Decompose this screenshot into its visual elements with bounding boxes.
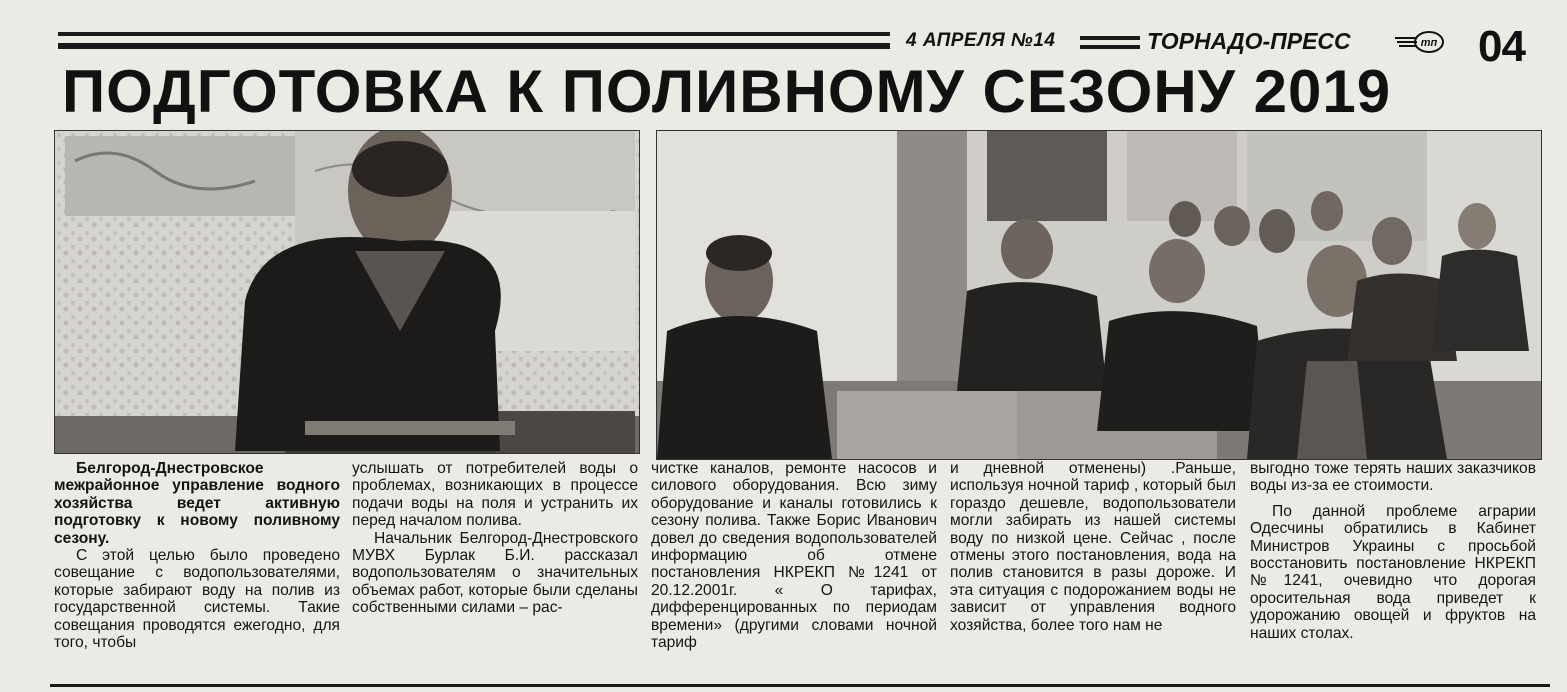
photo-speaker-image — [55, 131, 639, 453]
article-column-3 — [651, 460, 937, 688]
masthead-rule-bottom — [58, 43, 890, 49]
photo-audience-image — [657, 131, 1541, 459]
page-number: 04 — [1478, 22, 1525, 71]
newspaper-brand: ТОРНАДО-ПРЕСС — [1143, 28, 1355, 55]
issue-date: 4 АПРЕЛЯ №14 — [900, 30, 1061, 52]
article-lead: Белгород-Днестровское межрайонное управление водного хозяйства ведет активную подготовку к новому поливному сезону. — [54, 460, 340, 547]
article-column-5 — [1250, 460, 1536, 688]
article-paragraph: По данной проблеме аграрии Одесчины обратились в Кабинет Министров Украины с просьбой восстановить постановление НКРЕКП №1241, очевидно что дорогая оросительная вода приведет к удорожанию овощей и фруктов на наших столах. — [1250, 502, 1536, 642]
page-bottom-rule — [50, 684, 1550, 687]
article-column-2 — [352, 460, 638, 688]
article-paragraph: и дневной отменены) .Раньше, используя ночной тариф , который был гораздо дешевле, водопользователи могли забирать из нашей системы воду по низкой цене. Сейчас , после отмены этого постановления, вода на полив становится в разы дороже. И эта ситуация с подорожанием воды не зависит от управления водного хозяйства, более того нам не — [950, 460, 1236, 634]
article-paragraph: чистке каналов, ремонте насосов и силового оборудования. Всю зиму оборудование и каналы готовились к сезону полива. Также Борис Иванович довел до сведения водопользователей информацию об отмене постановления НКРЕКП №1241 от 20.12.2001г. « О тарифах, дифференцированных по периодам времени» (другими словами ночной тариф — [651, 460, 937, 652]
article-paragraph: Начальник Белгород-Днестровского МУВХ Бурлак Б.И. рассказал водопользователям о значительных объемах работ, которые были сделаны собственными силами – рас- — [352, 529, 638, 617]
article-paragraph: С этой целью было проведено совещание с водопользователями, которые забирают воду на полив из государственной системы. Такие совещания проводятся ежегодно, для того, чтобы — [54, 547, 340, 652]
brand-logo-text: тп — [1420, 37, 1438, 49]
article-column-1 — [54, 460, 340, 688]
photo-audience — [656, 130, 1542, 460]
masthead-rule-mid2 — [1080, 45, 1140, 49]
brand-logo-icon — [1395, 30, 1445, 54]
photo-speaker — [54, 130, 640, 454]
article-paragraph: услышать от потребителей воды о проблемах, возникающих в процессе подачи воды на поля и устранить их перед началом полива. — [352, 460, 638, 530]
masthead-rule-top — [58, 32, 890, 36]
article-column-4 — [950, 460, 1236, 688]
article-paragraph: выгодно тоже терять наших заказчиков воды из-за ее стоимости. — [1250, 460, 1536, 495]
masthead-rule-mid — [1080, 36, 1140, 40]
article-headline: ПОДГОТОВКА К ПОЛИВНОМУ СЕЗОНУ 2019 — [62, 58, 1392, 125]
